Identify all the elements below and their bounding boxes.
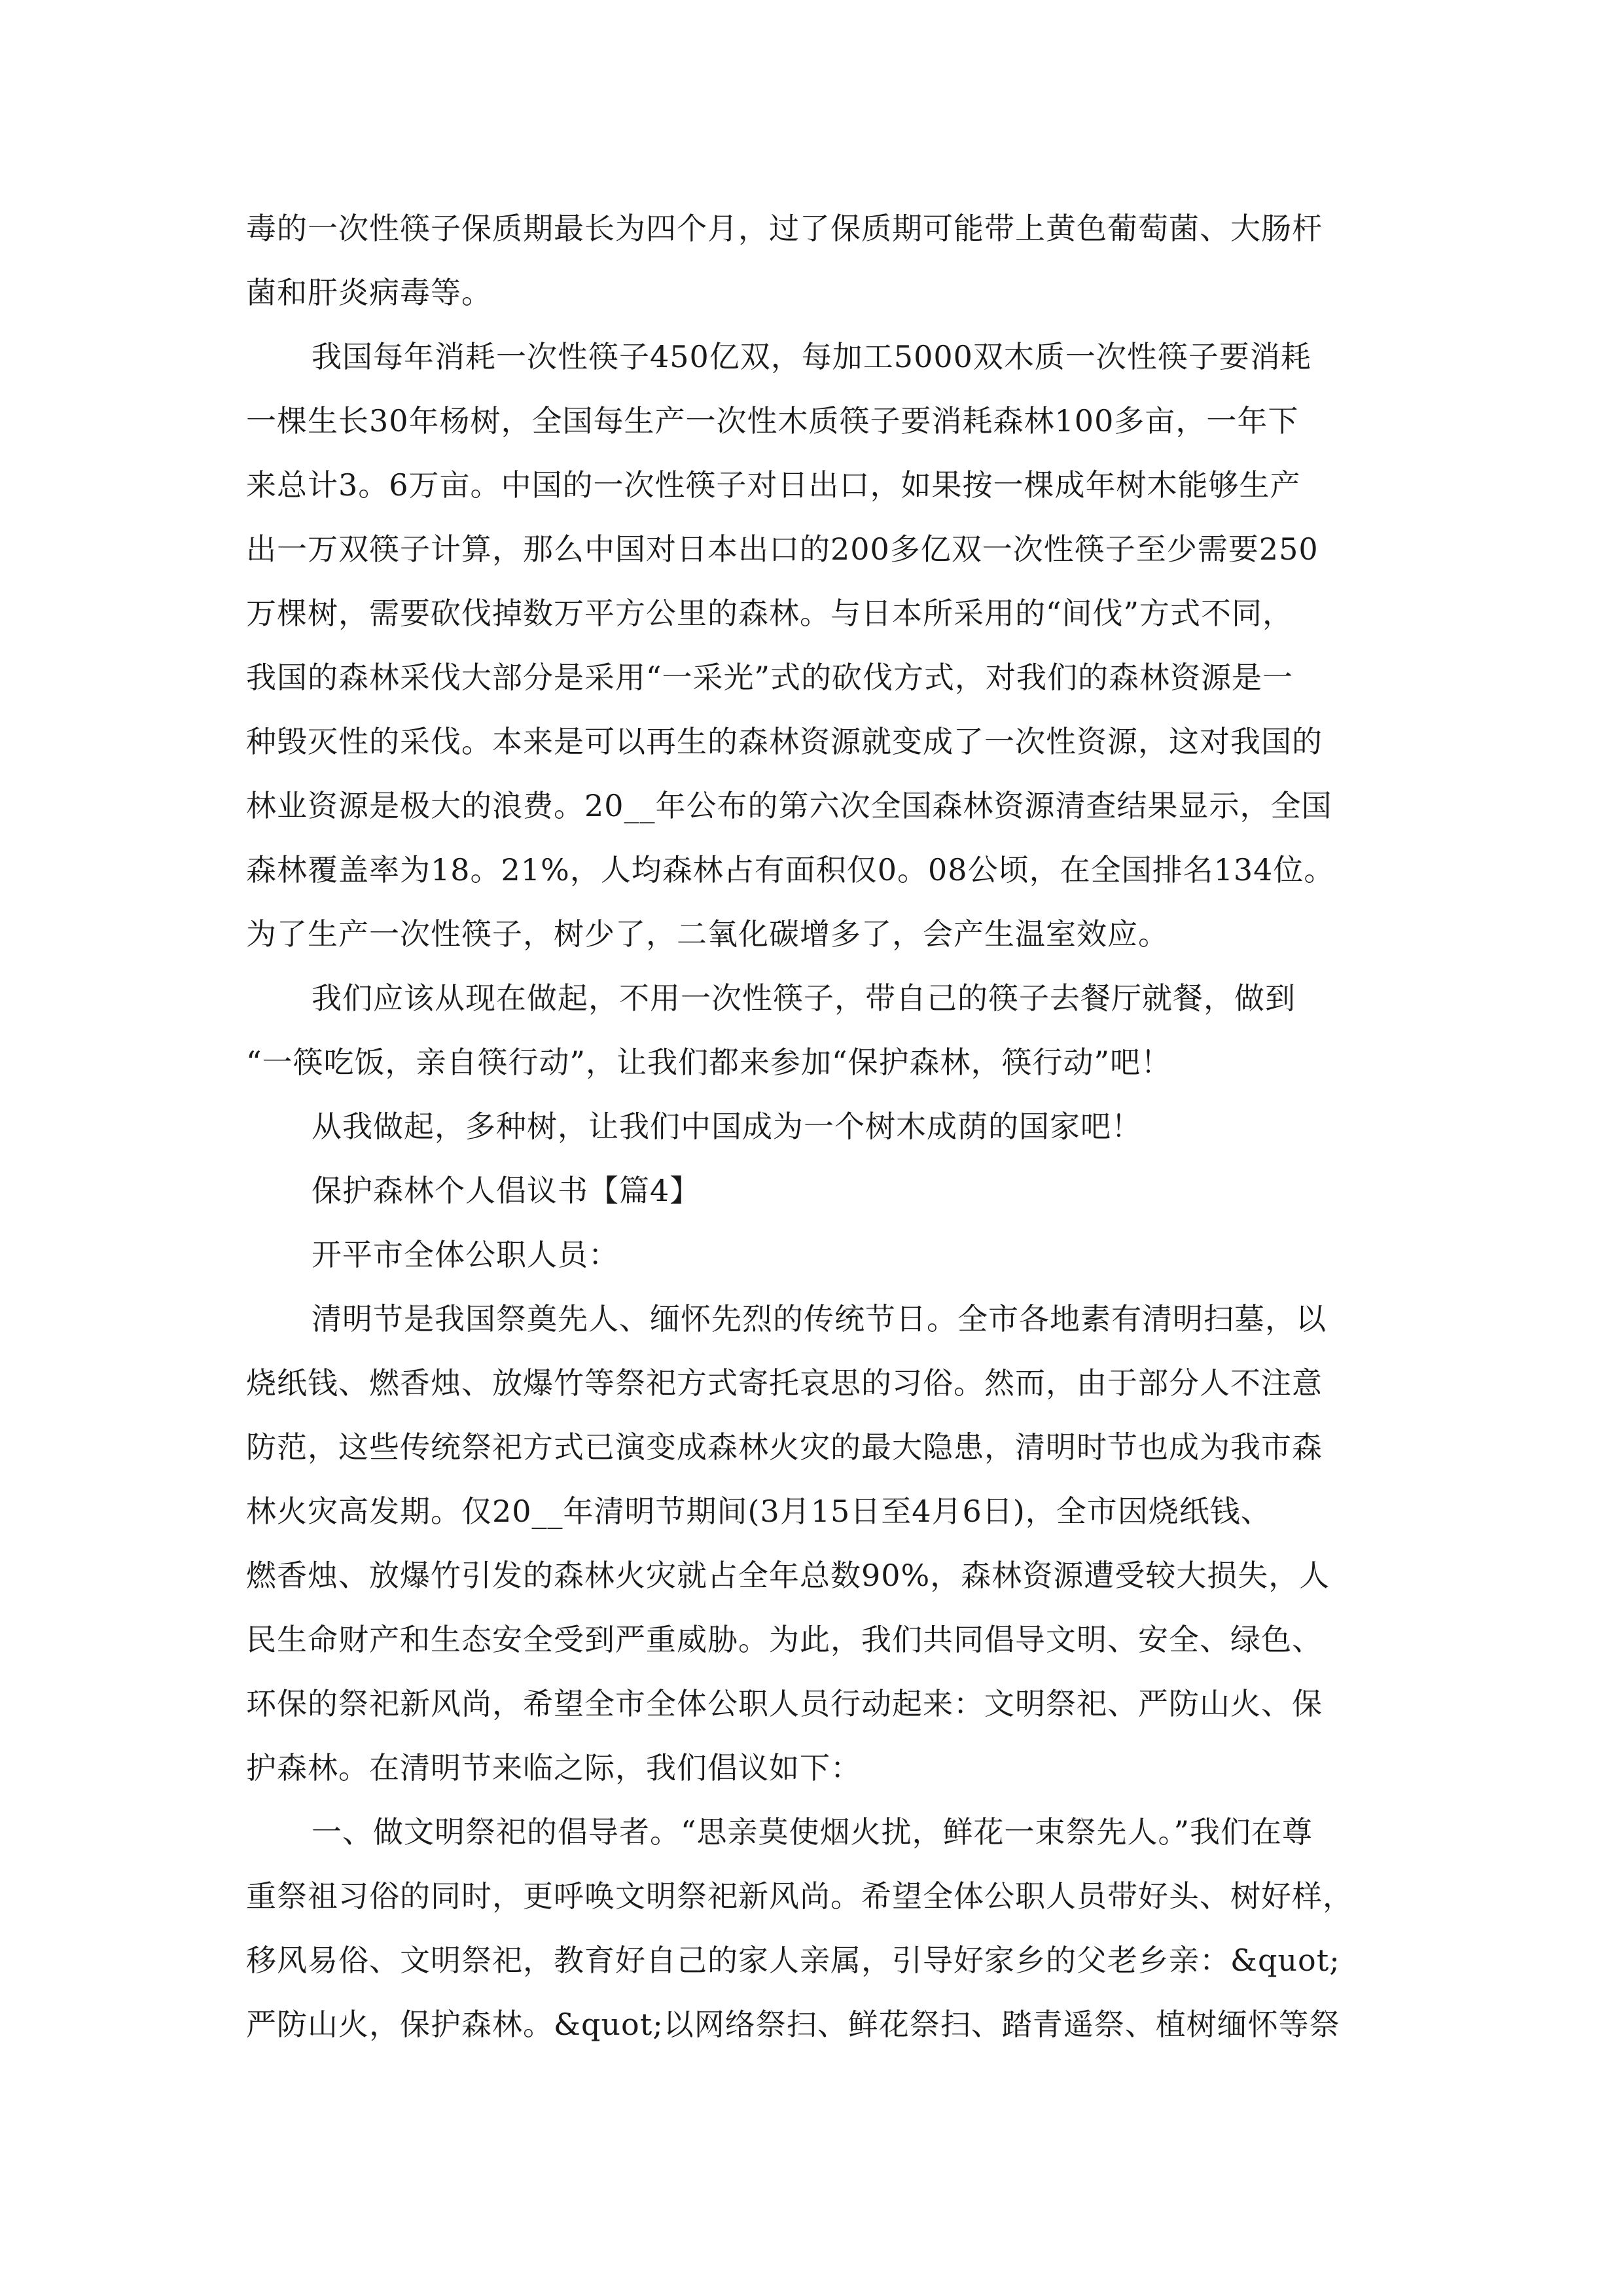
text-line: 出一万双筷子计算，那么中国对日本出口的200多亿双一次性筷子至少需要250 — [246, 531, 1319, 567]
section-heading: 保护森林个人倡议书【篇4】 — [312, 1173, 701, 1208]
text-line: 森林覆盖率为18。21%，人均森林占有面积仅0。08公顷，在全国排名134位。 — [246, 852, 1335, 888]
salutation: 开平市全体公职人员： — [312, 1237, 619, 1272]
text-line: 重祭祖习俗的同时，更呼唤文明祭祀新风尚。希望全体公职人员带好头、树好样， — [246, 1878, 1353, 1914]
body-text — [246, 196, 1398, 2056]
text-line: 万棵树，需要砍伐掉数万平方公里的森林。与日本所采用的“间伐”方式不同， — [246, 596, 1294, 631]
paragraph-start-line: 清明节是我国祭奠先人、缅怀先烈的传统节日。全市各地素有清明扫墓，以 — [312, 1301, 1327, 1336]
text-line: 一棵生长30年杨树，全国每生产一次性木质筷子要消耗森林100多亩，一年下 — [246, 403, 1299, 439]
text-line: 种毁灭性的采伐。本来是可以再生的森林资源就变成了一次性资源，这对我国的 — [246, 724, 1323, 759]
text-line: 燃香烛、放爆竹引发的森林火灾就占全年总数90%，森林资源遭受较大损失，人 — [246, 1558, 1330, 1593]
text-line: 移风易俗、文明祭祀，教育好自己的家人亲属，引导好家乡的父老乡亲：&quot; — [246, 1943, 1340, 1978]
text-line: 护森林。在清明节来临之际，我们倡议如下： — [246, 1750, 861, 1785]
text-line: 为了生产一次性筷子，树少了，二氧化碳增多了，会产生温室效应。 — [246, 916, 1169, 952]
text-line: 毒的一次性筷子保质期最长为四个月，过了保质期可能带上黄色葡萄菌、大肠杆 — [246, 211, 1323, 246]
paragraph-start-line: 我们应该从现在做起，不用一次性筷子，带自己的筷子去餐厅就餐，做到 — [312, 980, 1296, 1016]
text-line: 严防山火，保护森林。&quot;以网络祭扫、鲜花祭扫、踏青遥祭、植树缅怀等祭 — [246, 2007, 1340, 2042]
text-line: 环保的祭祀新风尚，希望全市全体公职人员行动起来：文明祭祀、严防山火、保 — [246, 1686, 1323, 1721]
paragraph-start-line: 一、做文明祭祀的倡导者。“思亲莫使烟火扰，鲜花一束祭先人。”我们在尊 — [312, 1814, 1313, 1850]
text-line: 林火灾高发期。仅20__年清明节期间(3月15日至4月6日)，全市因烧纸钱、 — [246, 1494, 1272, 1529]
text-line: 民生命财产和生态安全受到严重威胁。为此，我们共同倡导文明、安全、绿色、 — [246, 1622, 1323, 1657]
text-line: 烧纸钱、燃香烛、放爆竹等祭祀方式寄托哀思的习俗。然而，由于部分人不注意 — [246, 1365, 1323, 1401]
text-line: 来总计3。6万亩。中国的一次性筷子对日出口，如果按一棵成年树木能够生产 — [246, 467, 1301, 503]
paragraph-start-line: 从我做起，多种树，让我们中国成为一个树木成荫的国家吧！ — [312, 1109, 1142, 1144]
text-line: 林业资源是极大的浪费。20__年公布的第六次全国森林资源清查结果显示，全国 — [246, 788, 1332, 823]
text-line: 防范，这些传统祭祀方式已演变成森林火灾的最大隐患，清明时节也成为我市森 — [246, 1429, 1323, 1465]
paragraph-start-line: 我国每年消耗一次性筷子450亿双，每加工5000双木质一次性筷子要消耗 — [312, 339, 1311, 374]
text-line: “一筷吃饭，亲自筷行动”，让我们都来参加“保护森林，筷行动”吧！ — [246, 1045, 1172, 1080]
text-line: 菌和肝炎病毒等。 — [246, 275, 492, 310]
text-line: 我国的森林采伐大部分是采用“一采光”式的砍伐方式，对我们的森林资源是一 — [246, 660, 1294, 695]
